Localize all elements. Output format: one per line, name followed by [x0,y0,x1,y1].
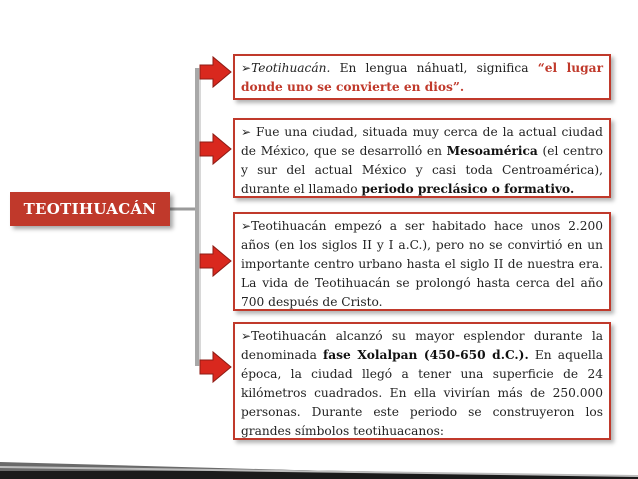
box-4-text-2: En aquella época, la ciudad llegó a tener una superficie de 24 kilómetros cuadrados. En ella vivirían más de 250.000 personas. Durante este periodo se construyeron los grandes símbolos teotihuacanos: [241,348,603,438]
arrow-bullet-icon: ➢ [241,329,252,343]
box-1-text: En lengua náhuatl, significa [330,61,538,75]
box-3-text: Teotihuacán empezó a ser habitado hace unos 2.200 años (en los siglos II y I a.C.), pero no se convirtió en un importante centro urbano hasta el siglo II de nuestra era. La vida de Teotihuacán se prolongó hasta cerca del año 700 después de Cristo. [241,219,603,309]
arrow-icon [200,134,231,164]
arrow-bullet-icon: ➢ [241,125,252,139]
box-4-text-1: Teotihuacán alcanzó su mayor esplendor durante la denominada [241,329,603,362]
arrow-bullet-icon: ➢ [241,61,252,75]
box-2-bold-1: Mesoamérica [446,144,538,158]
box-4-bold-1: fase Xolalpan (450-650 d.C.). [323,348,529,362]
arrow-bullet-icon: ➢ [241,219,252,233]
box-1-term: Teotihuacán. [251,61,331,75]
arrow-icon [200,57,231,87]
arrow-icon [200,352,231,382]
arrow-icon [200,246,231,276]
info-box-3 [233,212,611,311]
box-2-text-1: Fue una ciudad, situada muy cerca de la actual ciudad de México, que se desarrolló en [241,125,603,158]
main-label: TEOTIHUACÁN [10,192,170,226]
box-1-highlight: “el lugar donde uno se convierte en dios”. [241,61,604,94]
info-box-2 [233,118,611,198]
box-2-bold-2: periodo preclásico o formativo. [361,182,575,196]
box-2-text-2: (el centro y sur del actual México y casi toda Centroamérica), durante el llamado [241,144,604,196]
info-box-1 [233,54,611,100]
bottom-decorative-stripe [0,462,638,479]
info-box-4 [233,322,611,440]
